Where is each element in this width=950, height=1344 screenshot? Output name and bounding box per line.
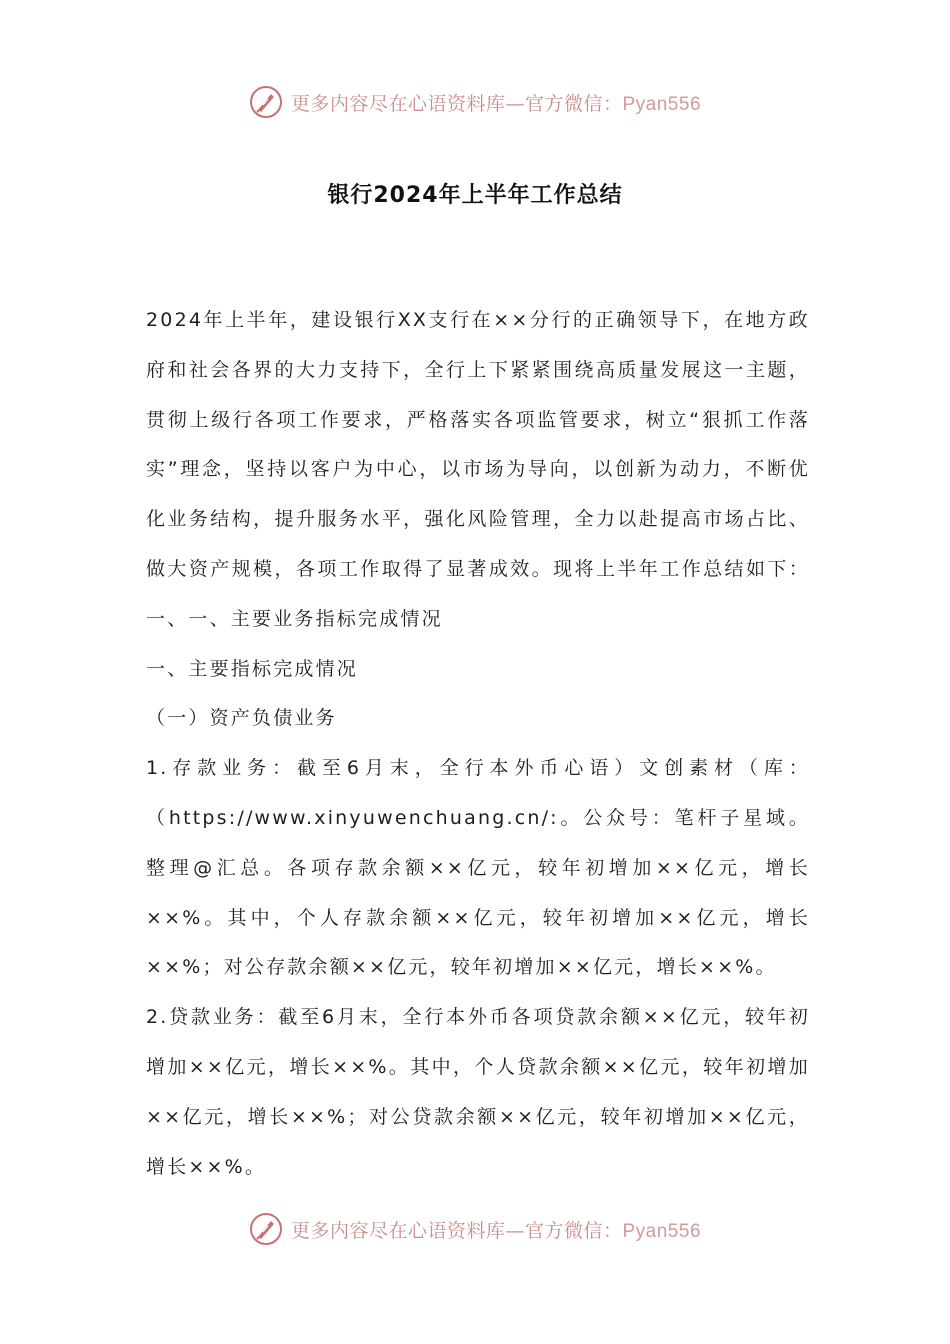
banner-text	[291, 89, 701, 116]
footer-watermark-banner	[0, 1207, 950, 1251]
banner-wechat-id: Pyan556	[622, 1220, 702, 1242]
banner-wechat-id: Pyan556	[622, 93, 702, 115]
banner-slogan: 更多内容尽在心语资料库—官方微信：	[290, 92, 623, 115]
banner-text	[291, 1216, 701, 1243]
section-heading: 一、主要指标完成情况	[146, 657, 359, 680]
subsection-heading: （一）资产负债业务	[146, 707, 337, 730]
banner-slogan: 更多内容尽在心语资料库—官方微信：	[290, 1219, 623, 1242]
document-body	[146, 296, 810, 1192]
quill-logo-icon	[249, 85, 283, 119]
loan-paragraph: 2.贷款业务：截至6月末，全行本外币各项贷款余额××亿元，较年初增加××亿元，增长××%。其中，个人贷款余额××亿元，较年初增加××亿元，增长××%；对公贷款余额××亿元，较年初增加××亿元，增长××%。	[146, 1006, 810, 1178]
quill-logo-icon	[249, 1212, 283, 1246]
header-watermark-banner	[0, 80, 950, 124]
deposit-paragraph: 1.存款业务：截至6月末，全行本外币心语）文创素材（库：（https://www.xinyuwenchuang.cn/:。公众号：笔杆子星域。整理@汇总。各项存款余额××亿元，较年初增加××亿元，增长××%。其中，个人存款余额××亿元，较年初增加××亿元，增长××%；对公存款余额××亿元，较年初增加××亿元，增长××%。	[146, 757, 810, 979]
intro-paragraph: 2024年上半年，建设银行XX支行在××分行的正确领导下，在地方政府和社会各界的大力支持下，全行上下紧紧围绕高质量发展这一主题，贯彻上级行各项工作要求，严格落实各项监管要求，树立“狠抓工作落实”理念，坚持以客户为中心，以市场为导向，以创新为动力，不断优化业务结构，提升服务水平，强化风险管理，全力以赴提高市场占比、做大资产规模，各项工作取得了显著成效。现将上半年工作总结如下：一、一、主要业务指标完成情况	[146, 309, 810, 630]
document-title: 银行2024年上半年工作总结	[327, 183, 623, 208]
